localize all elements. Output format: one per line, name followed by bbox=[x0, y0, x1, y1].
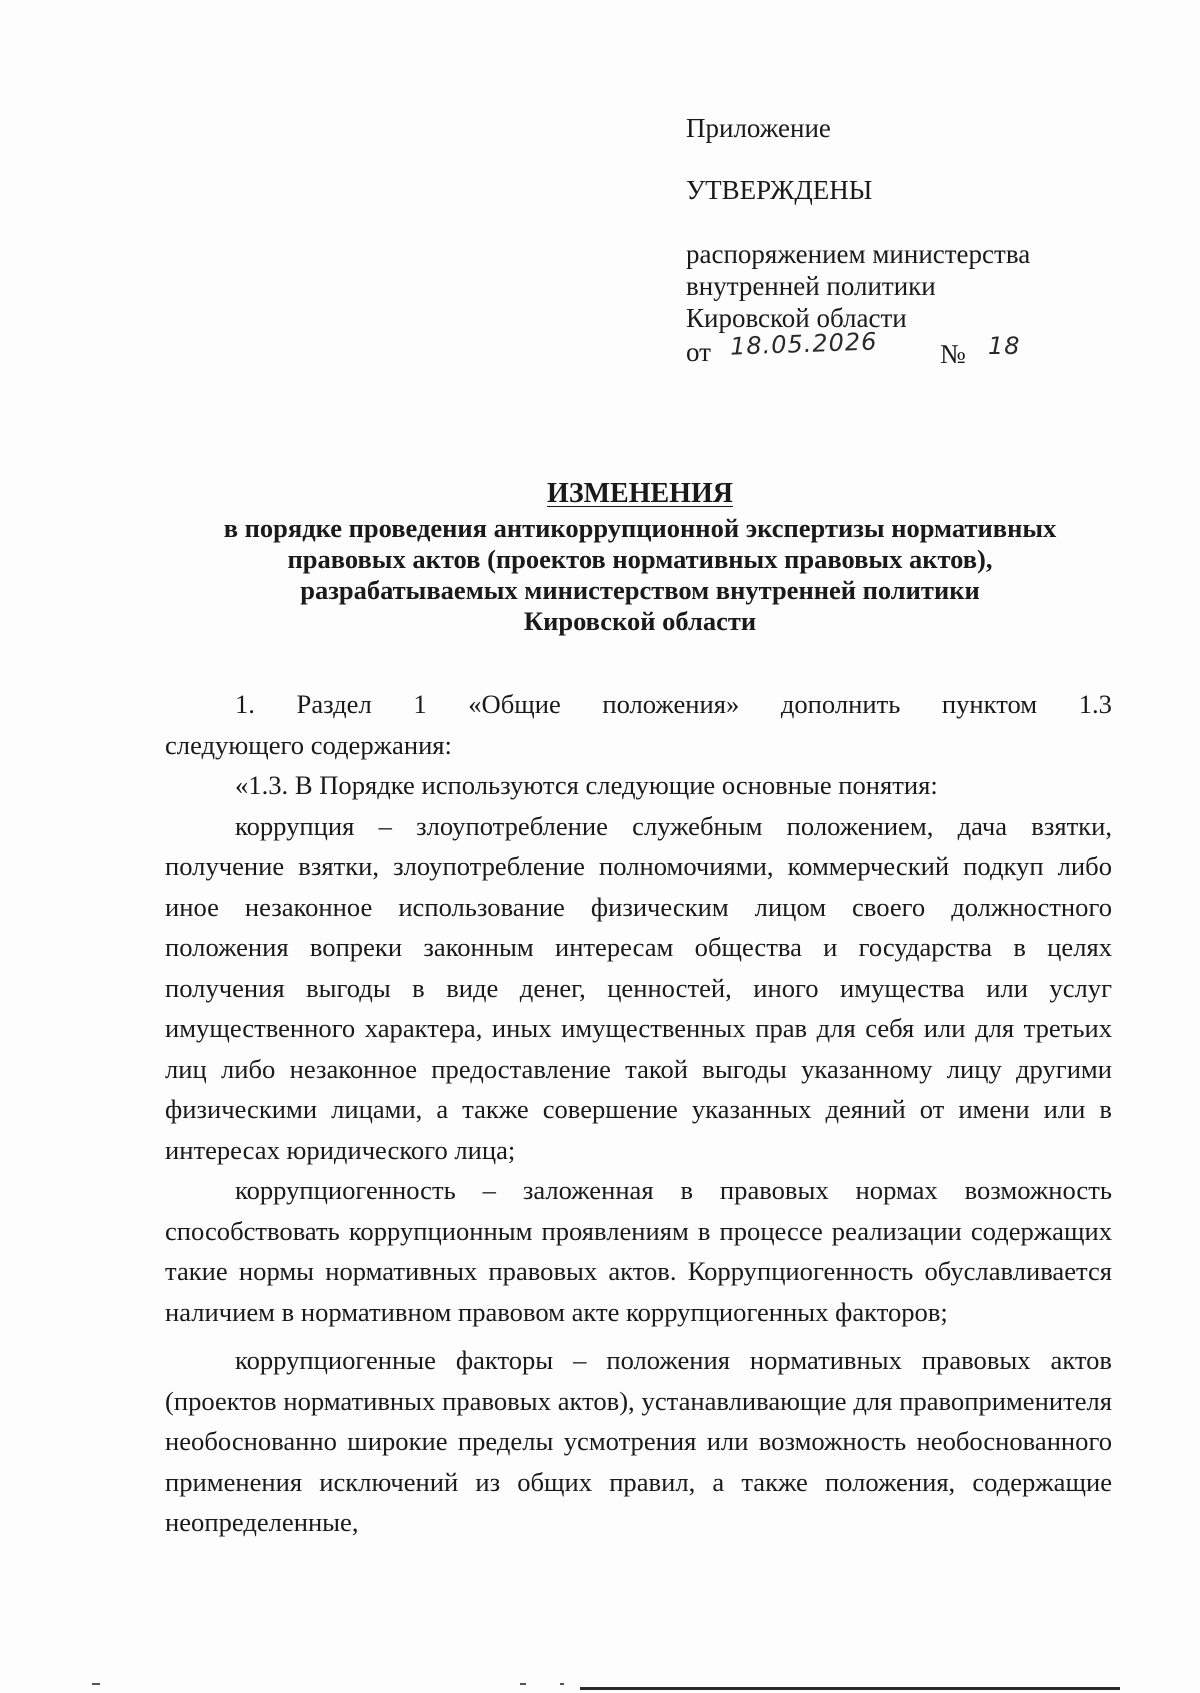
appendix-label: Приложение bbox=[686, 113, 831, 143]
item-1-word: 1 bbox=[413, 689, 427, 719]
item-1-word: положения» bbox=[602, 689, 740, 719]
approved-by-line-2: внутренней политики bbox=[686, 271, 936, 301]
item-1-word: Раздел bbox=[296, 689, 372, 719]
title-line-1: в порядке проведения антикоррупционной экспертизы нормативных bbox=[223, 513, 1057, 543]
date-prefix: от bbox=[686, 337, 711, 367]
title-line-2: правовых актов (проектов нормативных правовых актов), bbox=[287, 544, 993, 574]
title-line-3: разрабатываемых министерством внутренней политики bbox=[300, 575, 980, 605]
factors-definition-paragraph: коррупциогенные факторы – положения нормативных правовых актов (проектов нормативных правовых актов), устанавливающие для правоприменителя необоснованно широкие пределы усмотрения или возможность необоснованного применения исключений из общих правил, а также положения, содержащие неопределенные, bbox=[165, 1345, 1112, 1537]
item-1-word: пунктом bbox=[941, 689, 1038, 719]
item-1-word: дополнить bbox=[780, 689, 901, 719]
item-1-continuation: следующего содержания: bbox=[165, 729, 452, 760]
approved-by-line-1: распоряжением министерства bbox=[686, 239, 1031, 269]
document-title bbox=[150, 478, 1130, 637]
title-main: ИЗМЕНЕНИЯ bbox=[547, 478, 733, 509]
definitions-intro-paragraph: «1.3. В Порядке используются следующие основные понятия: bbox=[235, 770, 938, 800]
item-1-word: 1.3 bbox=[1078, 689, 1112, 719]
scan-artifact bbox=[560, 1683, 564, 1685]
approved-by-line-3: Кировской области bbox=[686, 303, 907, 333]
corruption-definition-paragraph: коррупция – злоупотребление служебным положением, дача взятки, получение взятки, злоупотребление полномочиями, коммерческий подкуп либо иное незаконное использование физическим лицом своего должностного положения вопреки законным интересам общества и государства в целях получения выгоды в виде денег, ценностей, иного имущества или услуг имущественного характера, иных имущественных прав для себя или для третьих лиц либо незаконное предоставление такой выгоды указанному лицу другими физическими лицами, а также совершение указанных деяний от имени или в интересах юридического лица; bbox=[165, 810, 1112, 1165]
number-sign: № bbox=[940, 339, 966, 369]
item-1-line bbox=[165, 684, 1112, 725]
date-number-row bbox=[686, 327, 1126, 369]
approval-block bbox=[686, 112, 1126, 368]
scan-artifact bbox=[520, 1683, 526, 1685]
title-line-4: Кировской области bbox=[523, 606, 757, 636]
corruptogenicity-definition-paragraph: коррупциогенность – заложенная в правовых нормах возможность способствовать коррупционным проявлениям в процессе реализации содержащих такие нормы нормативных правовых актов. Коррупциогенность обуславливается наличием в нормативном правовом акте коррупциогенных факторов; bbox=[165, 1175, 1112, 1327]
handwritten-date: 18.05.2026 bbox=[729, 327, 878, 361]
item-1-word: 1. bbox=[235, 689, 255, 719]
item-1-word: «Общие bbox=[468, 689, 561, 719]
scan-artifact bbox=[92, 1683, 100, 1685]
document-body bbox=[165, 684, 1112, 1543]
scan-edge-line bbox=[580, 1687, 1120, 1690]
handwritten-number: 18 bbox=[988, 332, 1021, 360]
approved-label: УТВЕРЖДЕНЫ bbox=[686, 175, 873, 205]
